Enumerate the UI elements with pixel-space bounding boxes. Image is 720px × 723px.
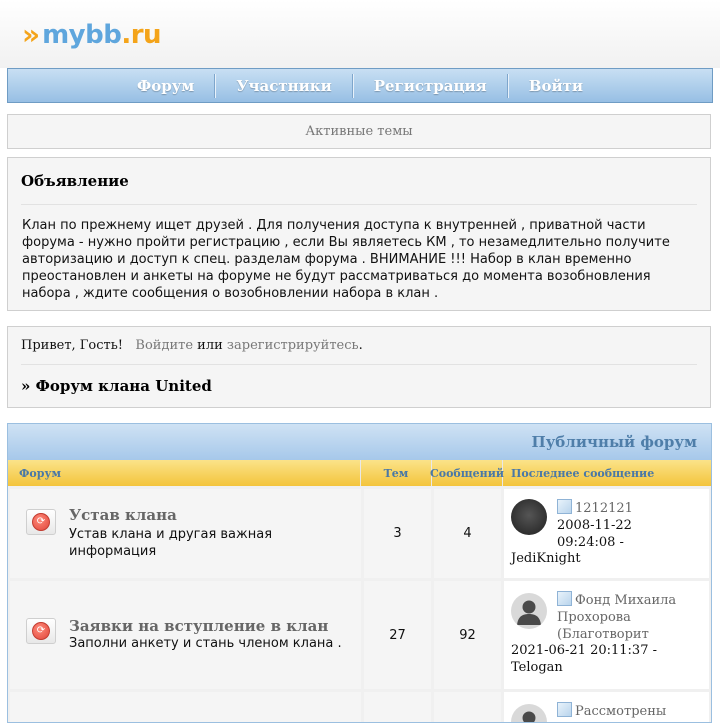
period-text: . (359, 338, 363, 353)
col-forum: Форум (8, 460, 361, 486)
forum-status-icon: ⟳ (26, 618, 56, 644)
forum-category-table (7, 423, 712, 723)
last-post-topic[interactable]: Рассмотрены (575, 704, 666, 719)
forum-row (8, 578, 711, 689)
forum-info-cell (10, 581, 361, 689)
last-post-info (557, 499, 633, 551)
header-bar (0, 0, 720, 68)
forum-description-line: Устав клана и другая важная (69, 526, 272, 543)
forum-row (8, 486, 711, 578)
post-count: 92 (434, 581, 501, 689)
col-posts: Сообщений (432, 460, 503, 486)
forum-description (69, 635, 342, 652)
last-post-icon (557, 702, 572, 717)
nav-users[interactable]: Участники (216, 77, 351, 95)
forum-info-cell (10, 489, 361, 578)
or-text: или (197, 338, 223, 353)
forum-row (8, 689, 711, 723)
last-post-topic-cont[interactable]: Прохорова (557, 609, 676, 626)
nav-login[interactable]: Войти (509, 77, 603, 95)
last-post-meta (511, 642, 657, 676)
divider (21, 204, 697, 205)
last-post-date: 2008-11-22 (557, 517, 633, 534)
forum-info-cell (10, 692, 361, 723)
nav-forum[interactable]: Форум (117, 77, 214, 95)
welcome-panel (7, 326, 711, 408)
avatar[interactable] (511, 704, 547, 723)
register-link[interactable]: зарегистрируйтесь (227, 338, 359, 353)
avatar[interactable] (511, 593, 547, 629)
category-title[interactable]: Публичный форум (8, 424, 711, 460)
nav-register[interactable]: Регистрация (354, 77, 507, 95)
last-post-date: 2021-06-21 20:11:37 - (511, 642, 657, 659)
topic-count: 27 (364, 581, 431, 689)
last-post-author[interactable]: JediKnight (511, 550, 581, 567)
col-topics: Тем (361, 460, 432, 486)
last-post-icon (557, 591, 572, 606)
breadcrumb[interactable]: » Форум клана United (21, 377, 697, 395)
mybb-logo[interactable]: » mybb .ru (22, 18, 161, 51)
main-nav (7, 68, 713, 103)
last-post-topic[interactable]: Фонд Михаила (575, 593, 676, 608)
avatar[interactable] (511, 499, 547, 535)
last-post-cell (504, 692, 709, 723)
last-post-info (557, 591, 676, 643)
forum-title[interactable]: Устав клана (69, 506, 177, 524)
last-post-icon (557, 499, 572, 514)
guest-greeting (21, 338, 697, 353)
last-post-topic-cont[interactable]: (Благотворит (557, 626, 676, 643)
topic-count: 3 (364, 489, 431, 578)
forum-description-line: информация (69, 543, 272, 560)
announcement-title: Объявление (21, 172, 697, 190)
user-silhouette-icon (511, 593, 547, 629)
topic-count (364, 692, 431, 723)
login-link[interactable]: Войдите (135, 338, 193, 353)
last-post-cell (504, 489, 709, 578)
forum-title[interactable]: Заявки на вступление в клан (69, 617, 328, 635)
divider (21, 364, 697, 365)
column-header-row (8, 460, 711, 486)
last-post-author[interactable]: Telogan (511, 659, 657, 676)
forum-description-line: Заполни анкету и стань членом клана . (69, 635, 342, 652)
active-topics-link[interactable]: Активные темы (7, 114, 711, 149)
chevron-logo-icon: » (22, 18, 34, 51)
forum-description (69, 526, 272, 560)
greeting-text: Привет, Гость! (21, 338, 123, 353)
announcement-text: Клан по прежнему ищет друзей . Для получения доступа к внутренней , приватной части форума - нужно пройти регистрацию , если Вы являетесь КМ , то незамедлительно получите авторизацию и доступ к спец. разделам форума . ВНИМАНИЕ !!! Набор в клан временно преостановлен и анкеты на форуме не будут рассматриваться до момента возобновления набора , ждите сообщения о возобновлении набора в клан . (21, 217, 697, 302)
forum-status-icon: ⟳ (26, 509, 56, 535)
last-post-time: 09:24:08 - (557, 534, 633, 551)
last-post-info (557, 702, 666, 720)
post-count: 4 (434, 489, 501, 578)
post-count (434, 692, 501, 723)
announcement-panel (7, 157, 711, 311)
col-last-post: Последнее сообщение (503, 460, 711, 486)
last-post-topic[interactable]: 1212121 (575, 501, 633, 516)
user-silhouette-icon (511, 704, 547, 723)
last-post-cell (504, 581, 709, 689)
